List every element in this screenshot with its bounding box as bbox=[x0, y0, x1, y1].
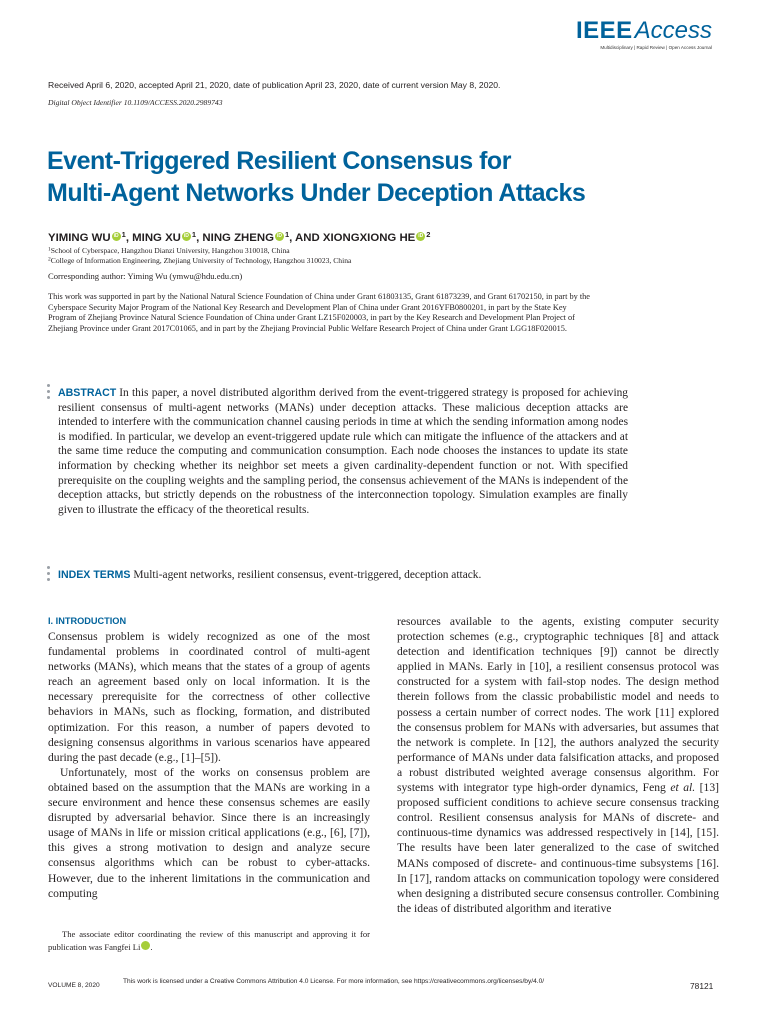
author-separator: , bbox=[196, 232, 203, 244]
funding-statement: This work was supported in part by the National Natural Science Foundation of China under Grant 61803135, Grant 61873239, and Grant 61702150, in part by the Cyberspace Security Major Program of the National Key Research and Development Plan of China under Grant 2016YFB0800201, in part by the State Key Program of Zhejiang Province Natural Science Foundation of China under Grant LZ15F020003, in part by the Key Research and Development Plan Project of Zhejiang Province under Grant 2017C01065, and in part by the Zhejiang Provincial Public Welfare Research Project of China under Grant LGG18F020015. bbox=[48, 292, 590, 333]
abstract bbox=[58, 386, 628, 517]
doi-line: Digital Object Identifier 10.1109/ACCESS.2020.2989743 bbox=[48, 98, 223, 107]
affiliation-1 bbox=[48, 246, 290, 255]
right-column bbox=[397, 614, 719, 916]
affiliation-number: 2 bbox=[48, 256, 51, 263]
journal-logo bbox=[576, 18, 712, 50]
author-name: NING ZHENG bbox=[202, 232, 274, 244]
journal-brand bbox=[576, 18, 712, 44]
author-name: YIMING WU bbox=[48, 232, 111, 244]
left-column bbox=[48, 629, 370, 901]
title-line-2: Multi-Agent Networks Under Deception Attacks bbox=[47, 179, 586, 207]
footnote-text: The associate editor coordinating the review of this manuscript and approving it for publication was Fangfei Li bbox=[48, 929, 370, 952]
author-name: XIONGXIONG HE bbox=[322, 232, 416, 244]
paragraph-text: [13] proposed sufficient conditions to achieve secure consensus tracking control. Resilient consensus analysis for MANs of discrete- and continuous-time dynamics was addressed respectively in [14], [15]. The results have been later generalized to the case of switched MANs composed of discrete- and continuous-time subsystems [16]. In [17], random attacks on communication topology were considered when designing a distributed secure consensus controller. Combining the ideas of distributed algorithm and iterative bbox=[397, 781, 719, 915]
paper-title bbox=[47, 145, 687, 209]
abstract-marker-icon bbox=[47, 384, 51, 402]
author-affiliation-mark: 1 bbox=[121, 230, 126, 239]
author-affiliation-mark: 1 bbox=[191, 230, 197, 239]
orcid-icon[interactable]: iD bbox=[141, 941, 150, 950]
index-terms-label: INDEX TERMS bbox=[58, 569, 131, 581]
footnote-end: . bbox=[150, 942, 153, 952]
author-list bbox=[48, 230, 430, 244]
corresponding-author: Corresponding author: Yiming Wu (ymwu@hdu.edu.cn) bbox=[48, 271, 243, 281]
footer-license: This work is licensed under a Creative Commons Attribution 4.0 License. For more information, see https://creativecommons.org/licenses/by/4.0/ bbox=[123, 978, 545, 985]
abstract-label: ABSTRACT bbox=[58, 387, 117, 399]
brand-bold: IEEE bbox=[575, 17, 633, 44]
journal-tagline: Multidisciplinary | Rapid Review | Open Access Journal bbox=[600, 45, 712, 50]
index-terms bbox=[58, 568, 628, 583]
intro-paragraph-1: Consensus problem is widely recognized as one of the most fundamental problems in coordinated control of multi-agent networks (MANs), which means that the states of a group of agents reach an agreement based only on local information. It is the necessary prerequisite for the correctness of other collective behaviors in MANs, such as flocking, formation, and distributed optimization. For this reason, a number of papers devoted to designing consensus algorithms in various scenarios have appeared during the past decade (e.g., [1]–[5]). bbox=[48, 630, 370, 764]
author-separator: , AND bbox=[289, 232, 323, 244]
section-heading: I. INTRODUCTION bbox=[48, 616, 127, 626]
editor-footnote bbox=[48, 928, 370, 954]
orcid-icon[interactable]: iD bbox=[113, 233, 119, 239]
orcid-icon[interactable]: iD bbox=[276, 233, 282, 239]
paragraph-text: resources available to the agents, existing computer security protection schemes (e.g., cryptographic techniques [8] and attack detection and identification techniques [9]) cannot be directly applied in MANs. Early in [10], a resilient consensus protocol was constructed for a system with fail-stop nodes. The design method therein follows from the classic probabilistic model and needs to possess a certain number of correct nodes. The work [11] explored the consensus problem for MANs with adversaries, but assumes that the network is complete. In [12], the authors analyzed the security performance of MANs under data falsification attacks, and proposed a robust distributed weighted average consensus algorithm. For systems with integrator type high-order dynamics, Feng bbox=[397, 615, 719, 795]
author-name: MING XU bbox=[132, 232, 181, 244]
footer-volume: VOLUME 8, 2020 bbox=[48, 982, 100, 989]
title-line-1: Event-Triggered Resilient Consensus for bbox=[47, 147, 511, 175]
intro-paragraph-3 bbox=[397, 614, 719, 916]
received-dates: Received April 6, 2020, accepted April 21, 2020, date of publication April 23, 2020, date of current version May 8, 2020. bbox=[48, 80, 501, 90]
footer-page-number: 78121 bbox=[690, 981, 714, 991]
abstract-text: In this paper, a novel distributed algorithm derived from the event-triggered strategy is proposed for achieving resilient consensus of multi-agent networks (MANs) under deception attacks. These malicious deception attacks are intended to interfere with the communication channel causing periods in time at which the sending information among nodes is modified. In particular, we develop an event-triggered update rule which can mitigate the influence of the attackers and at the same time reduce the computing and communication consumption. Each node chooses the instances to update its state information by checking whether its neighbor set meets a given cardinality-dependent function or not. With specified prerequisite on the coupling weights and the sampling period, the consensus achievement of the MANs is independent of the deception attacks, but strictly depends on the robustness of the interconnection topology. Simulation examples are finally given to illustrate the efficacy of the theoretical results. bbox=[58, 387, 628, 516]
paragraph-emphasis: et al. bbox=[670, 781, 696, 795]
affiliation-text: School of Cyberspace, Hangzhou Dianzi University, Hangzhou 310018, China bbox=[50, 246, 290, 255]
orcid-icon[interactable]: iD bbox=[418, 233, 424, 239]
affiliation-number: 1 bbox=[48, 246, 51, 253]
author-affiliation-mark: 1 bbox=[284, 230, 290, 239]
author-affiliation-mark: 2 bbox=[426, 230, 431, 239]
index-terms-text: Multi-agent networks, resilient consensus, event-triggered, deception attack. bbox=[133, 569, 482, 581]
intro-paragraph-2: Unfortunately, most of the works on consensus problem are obtained based on the assumption that the MANs are working in a secure environment and hence these consensus schemes are easily disrupted by adversarial behavior. Since there is an increasingly usage of MANs in life or mission critical applications (e.g., [6], [7]), this gives a strong motivation to design and analyze secure consensus algorithms which can be robust to cyber-attacks. However, due to the inherent limitations in the communication and computing bbox=[48, 765, 370, 900]
affiliation-text: College of Information Engineering, Zhejiang University of Technology, Hangzhou 310023, China bbox=[50, 256, 352, 265]
affiliation-2 bbox=[48, 256, 351, 265]
orcid-icon[interactable]: iD bbox=[183, 233, 189, 239]
index-terms-marker-icon bbox=[47, 566, 51, 584]
author-separator: , bbox=[125, 232, 133, 244]
brand-italic: Access bbox=[634, 17, 712, 44]
